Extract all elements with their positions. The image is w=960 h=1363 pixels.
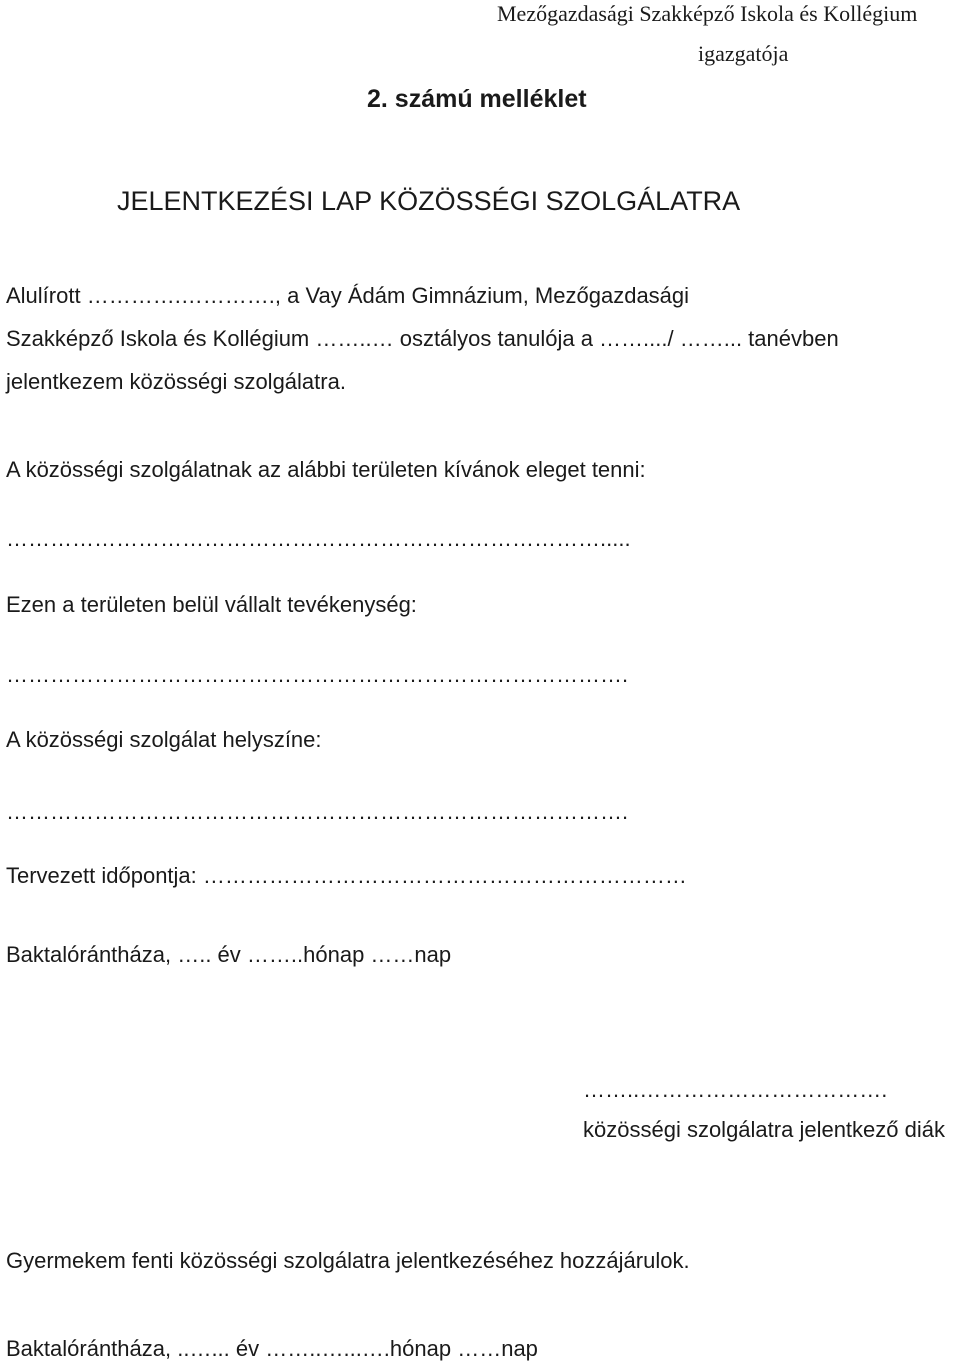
area-blank-field: ………………………………………………………………………..... (6, 526, 631, 551)
location-blank-field: …………………………………………………………………………. (6, 799, 629, 824)
parent-consent: Gyermekem fenti közösségi szolgálatra jelentkezéséhez hozzájárulok. (6, 1248, 690, 1273)
date-line-parent: Baktalórántháza, ..…... év ……..…...….hónap ……nap (6, 1336, 538, 1361)
director-header: igazgatója (698, 41, 789, 66)
student-signature-caption: közösségi szolgálatra jelentkező diák (583, 1117, 945, 1142)
location-label: A közösségi szolgálat helyszíne: (6, 727, 322, 752)
area-label: A közösségi szolgálatnak az alábbi területen kívánok eleget tenni: (6, 457, 646, 482)
activity-blank-field: …………………………………………………………………………. (6, 662, 629, 687)
activity-label: Ezen a területen belül vállalt tevékenység: (6, 592, 417, 617)
intro-line-2: Szakképző Iskola és Kollégium ……..… osztályos tanulója a ……..../ ……... tanévben (6, 326, 839, 351)
student-signature-line: ……..……………………………. (583, 1077, 888, 1102)
form-title: JELENTKEZÉSI LAP KÖZÖSSÉGI SZOLGÁLATRA (117, 186, 741, 216)
appendix-label: 2. számú melléklet (367, 85, 587, 113)
date-line-student: Baktalórántháza, ….. év ……..hónap ……nap (6, 942, 452, 967)
intro-line-1: Alulírott ………….…………., a Vay Ádám Gimnázium, Mezőgazdasági (6, 283, 690, 308)
planned-date-line: Tervezett időpontja: ………………………………………………………… (6, 863, 687, 888)
school-name-header: Mezőgazdasági Szakképző Iskola és Kollégium (497, 1, 918, 26)
intro-line-3: jelentkezem közösségi szolgálatra. (6, 369, 346, 394)
